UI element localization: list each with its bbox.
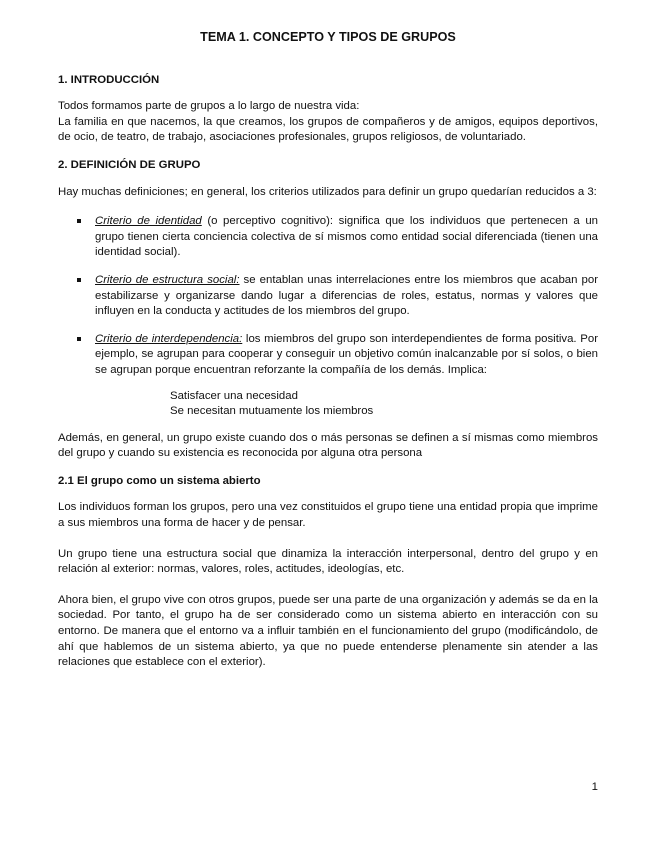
sistema-paragraph: Un grupo tiene una estructura social que dinamiza la interacción interpersonal, dentro del grupo y en relación al exterior: normas, valores, roles, actitudes, ideologías, etc.	[58, 547, 598, 576]
criterio-term: Criterio de estructura social:	[95, 273, 240, 286]
implica-list	[58, 389, 598, 420]
criterio-text: los miembros del grupo son interdependientes de forma positiva. Por ejemplo, se agrupan para cooperar y conseguir un objetivo común inalcanzable por sí solos, o bien se agrupan porque encuentran reforzante la compañía de los demás. Implica:	[95, 332, 598, 376]
criterio-term: Criterio de interdependencia:	[95, 332, 243, 345]
implica-item: Se necesitan mutuamente los miembros	[170, 405, 374, 418]
page-title: TEMA 1. CONCEPTO Y TIPOS DE GRUPOS	[200, 30, 456, 44]
bullet-square-icon	[77, 278, 81, 282]
definicion-paragraph: Hay muchas definiciones; en general, los criterios utilizados para definir un grupo quedarían reducidos a 3:	[58, 185, 597, 198]
criterio-text: (o perceptivo cognitivo): significa que los individuos que pertenecen a un grupo tienen cierta conciencia colectiva de sí mismos como entidad social diferenciada (tienen una identidad social).	[95, 215, 598, 259]
criterio-term: Criterio de identidad	[95, 215, 202, 228]
list-item	[58, 273, 598, 320]
sistema-paragraph: Los individuos forman los grupos, pero una vez constituidos el grupo tiene una entidad propia que imprime a sus miembros una forma de hacer y de pensar.	[58, 501, 598, 530]
bullet-square-icon	[77, 337, 81, 341]
definicion-closing-paragraph: Además, en general, un grupo existe cuando dos o más personas se definen a sí mismas como miembros del grupo y cuando su existencia es reconocida por alguna otra persona	[58, 431, 598, 460]
intro-paragraph: La familia en que nacemos, la que creamos, los grupos de compañeros y de amigos, equipos deportivos, de ocio, de teatro, de trabajo, asociaciones profesionales, grupos religiosos, de voluntariado.	[58, 115, 598, 144]
implica-item: Satisfacer una necesidad	[170, 389, 298, 402]
bullet-square-icon	[77, 219, 81, 223]
intro-lead: Todos formamos parte de grupos a lo largo de nuestra vida:	[58, 100, 360, 113]
section-heading-definicion: 2. DEFINICIÓN DE GRUPO	[58, 158, 201, 171]
criterios-list	[58, 214, 598, 378]
list-item	[58, 214, 598, 261]
section-heading-introduccion: 1. INTRODUCCIÓN	[58, 73, 160, 86]
page-number: 1	[591, 781, 598, 793]
sistema-paragraph: Ahora bien, el grupo vive con otros grupos, puede ser una parte de una organización y además se da en la sociedad. Por tanto, el grupo ha de ser considerado como un sistema abierto en interacción con su entorno. De manera que el entorno va a influir también en el funcionamiento del grupo (modificándolo, de ahí que hablemos de un sistema abierto, ya que no puede entenderse plenamente sin atender a las relaciones que establece con el exterior).	[58, 593, 598, 669]
section-heading-sistema-abierto: 2.1 El grupo como un sistema abierto	[58, 474, 261, 487]
criterio-text: se entablan unas interrelaciones entre los miembros que acaban por estabilizarse y organizarse dando lugar a diferencias de roles, estatus, normas y valores que influyen en la conducta y actitudes de los miembros del grupo.	[95, 273, 598, 318]
list-item	[58, 332, 598, 379]
